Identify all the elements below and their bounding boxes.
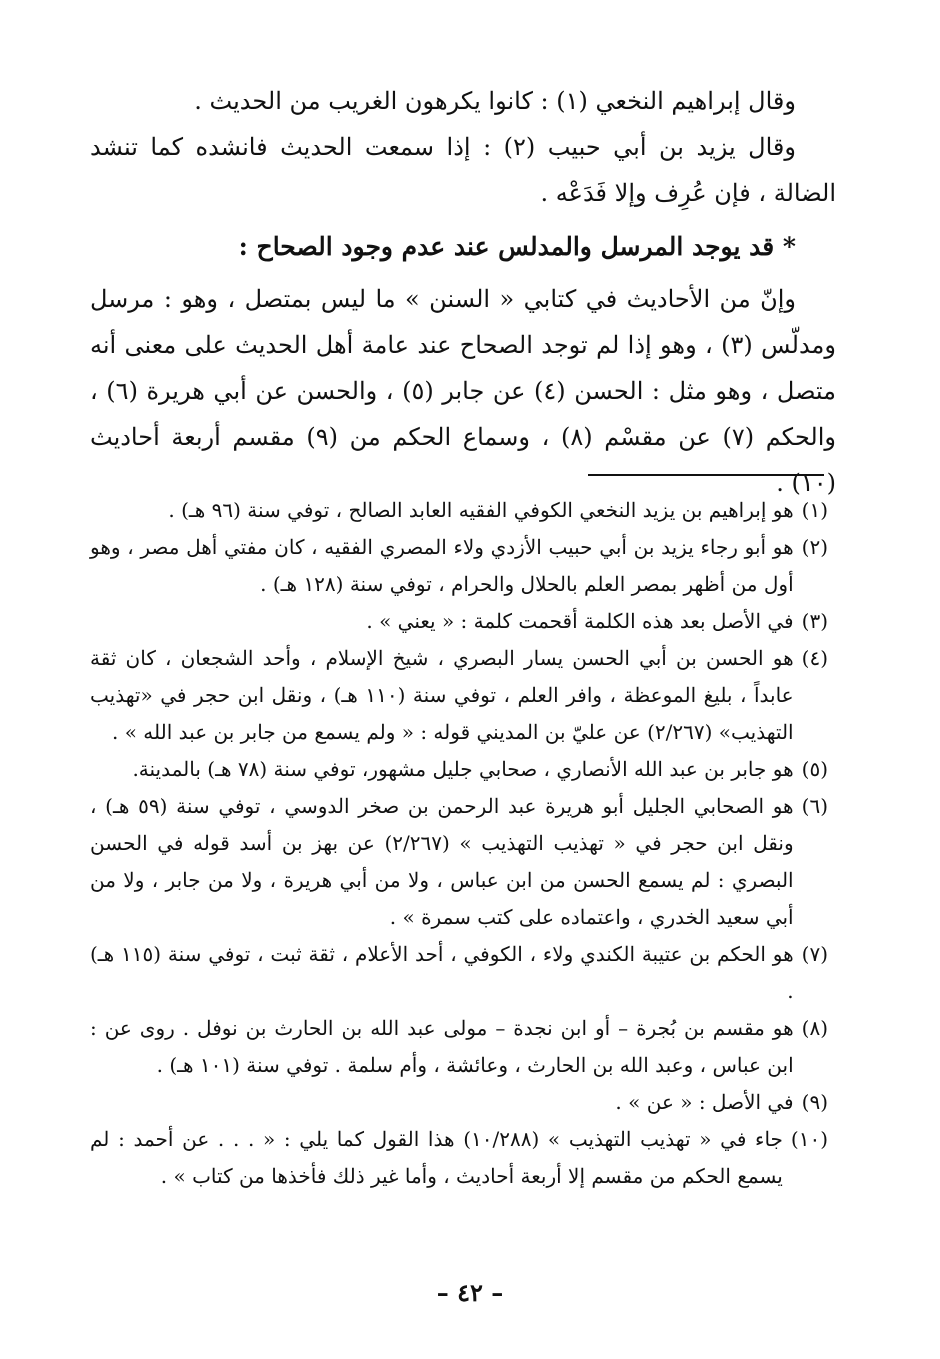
footnote-number: (٨) xyxy=(801,1016,828,1040)
footnote xyxy=(90,1121,828,1195)
footnote xyxy=(90,492,828,529)
footnote xyxy=(90,788,828,936)
footnote-text: جاء في « تهذيب التهذيب » (١٠/٢٨٨) هذا القول كما يلي : « . . . عن أحمد : لم يسمع الحكم من مقسم إلا أربعة أحاديث ، وأما غير ذلك فأخذها من كتاب » . xyxy=(90,1127,783,1188)
footnote-number: (١) xyxy=(801,498,828,522)
footnote-text: هو جابر بن عبد الله الأنصاري ، صحابي جليل مشهور، توفي سنة (٧٨ هـ) بالمدينة. xyxy=(132,757,794,781)
footnote-number: (٩) xyxy=(801,1090,828,1114)
footnote-text: في الأصل : « عن » . xyxy=(615,1090,794,1114)
footnote-text: هو الحكم بن عتيبة الكندي ولاء ، الكوفي ، أحد الأعلام ، ثقة ثبت ، توفي سنة (١١٥ هـ) . xyxy=(90,942,794,1003)
footnote xyxy=(90,1084,828,1121)
footnote-text: هو الحسن بن أبي الحسن يسار البصري ، شيخ الإسلام ، وأحد الشجعان ، كان ثقة عابداً ، بليغ الموعظة ، وافر العلم ، توفي سنة (١١٠ هـ) ، ونقل ابن حجر في «تهذيب التهذيب» (٢/٢٦٧) عن عليّ بن المديني قوله : « ولم يسمع من جابر بن عبد الله » . xyxy=(90,646,794,744)
paragraph-nakhai: وقال إبراهيم النخعي (١) : كانوا يكرهون الغريب من الحديث . xyxy=(194,87,796,115)
footnote xyxy=(90,529,828,603)
footnote-number: (٦) xyxy=(801,794,828,818)
footnote-number: (٢) xyxy=(801,535,828,559)
footnote-number: (٥) xyxy=(801,757,828,781)
footnote-separator xyxy=(588,474,824,476)
footnote-number: (٧) xyxy=(801,942,828,966)
footnote-text: هو إبراهيم بن يزيد النخعي الكوفي الفقيه العابد الصالح ، توفي سنة (٩٦ هـ) . xyxy=(168,498,794,522)
paragraph-yazid: وقال يزيد بن أبي حبيب (٢) : إذا سمعت الحديث فانشده كما تنشد الضالة ، فإن عُرِف وإلا فَدَعْه . xyxy=(90,133,836,207)
footnote-number: (٤) xyxy=(801,646,828,670)
footnote xyxy=(90,1010,828,1084)
footnote-number: (١٠) xyxy=(790,1127,828,1151)
footnote-number: (٣) xyxy=(801,609,828,633)
paragraph-sunan: وإنّ من الأحاديث في كتابي « السنن » ما ليس بمتصل ، وهو : مرسل ومدلّس (٣) ، وهو إذا لم توجد الصحاح عند عامة أهل الحديث على معنى أنه متصل ، وهو مثل : الحسن (٤) عن جابر (٥) ، والحسن عن أبي هريرة (٦) ، والحكم (٧) عن مقسْم (٨) ، وسماع الحكم من (٩) مقسم أربعة أحاديث (١٠) . xyxy=(90,285,837,497)
section-heading: * قد يوجد المرسل والمدلس عند عدم وجود الصحاح : xyxy=(238,232,796,261)
footnote-text: في الأصل بعد هذه الكلمة أقحمت كلمة : « يعني » . xyxy=(366,609,794,633)
main-text xyxy=(90,78,836,506)
footnote xyxy=(90,751,828,788)
footnote-text: هو مقسم بن بُجرة – أو ابن نجدة – مولى عبد الله بن الحارث بن نوفل . روى عن : ابن عباس ، وعبد الله بن الحارث ، وعائشة ، وأم سلمة . توفي سنة (١٠١ هـ) . xyxy=(90,1016,794,1077)
footnote xyxy=(90,640,828,751)
footnote-text: هو أبو رجاء يزيد بن أبي حبيب الأزدي ولاء المصري الفقيه ، كان مفتي أهل مصر ، وهو أول من أظهر بمصر العلم بالحلال والحرام ، توفي سنة (١٢٨ هـ) . xyxy=(90,535,794,596)
page-number: – ٤٢ – xyxy=(436,1278,504,1307)
footnote xyxy=(90,603,828,640)
footnote-text: هو الصحابي الجليل أبو هريرة عبد الرحمن بن صخر الدوسي ، توفي سنة (٥٩ هـ) ، ونقل ابن حجر في « تهذيب التهذيب » (٢/٢٦٧) عن بهز بن أسد قوله في الحسن البصري : لم يسمع الحسن من ابن عباس ، ولا من أبي هريرة ، ولا من جابر ، ولا من أبي سعيد الخدري ، واعتماده على كتب سمرة » . xyxy=(90,794,794,929)
footnotes xyxy=(90,492,828,1195)
footnote xyxy=(90,936,828,1010)
